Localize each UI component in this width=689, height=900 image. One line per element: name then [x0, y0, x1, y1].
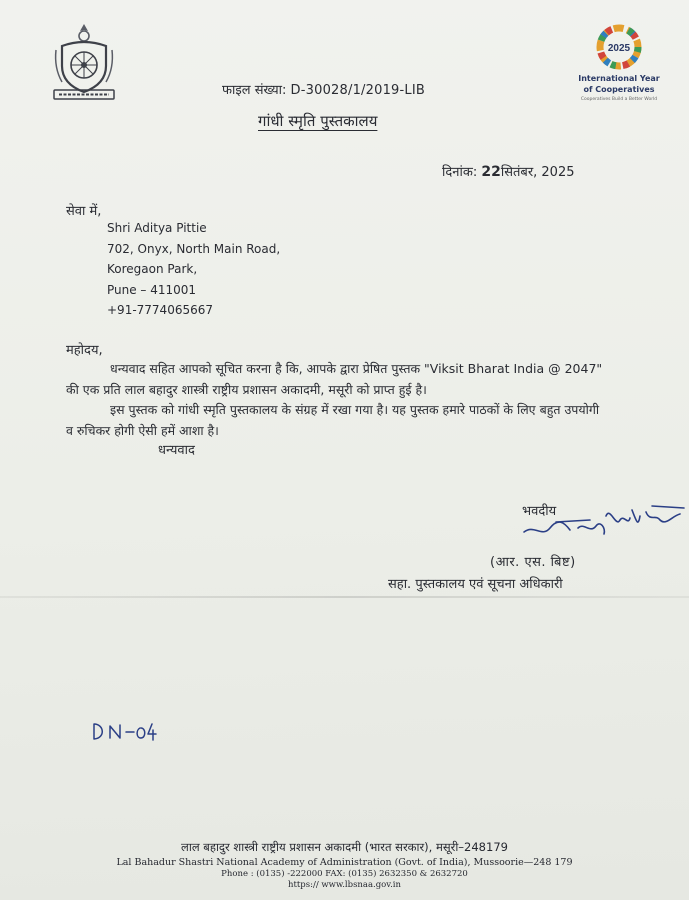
date-month-year: सितंबर, 2025: [500, 165, 575, 180]
footer-english: Lal Bahadur Shastri National Academy of Administration (Govt. of India), Mussoorie—248 179: [116, 857, 573, 868]
letter-heading: गांधी स्मृति पुस्तकालय: [258, 112, 378, 130]
body-paragraph-1: धन्यवाद सहित आपको सूचित करना है कि, आपके द्वारा प्रेषित पुस्तक "Viksit Bharat India @ 2047" की एक प्रति लाल बहादुर शास्त्री राष्ट्रीय प्रशासन अकादमी, मसूरी को प्राप्त हुई है।: [66, 361, 603, 397]
signer-designation: सहा. पुस्तकालय एवं सूचना अधिकारी: [388, 577, 563, 592]
cooperatives-ring-icon: [590, 22, 648, 72]
closing: भवदीय: [522, 504, 557, 519]
recipient-area: Koregaon Park,: [107, 262, 198, 276]
footer-url[interactable]: https:// www.lbsnaa.gov.in: [287, 880, 401, 890]
footer-phone: Phone : (0135) -222000 FAX: (0135) 2632350 & 2632720: [221, 869, 468, 879]
paper-fold: [0, 596, 689, 598]
logo-title-line2: of Cooperatives: [583, 85, 655, 94]
body-paragraph-2: इस पुस्तक को गांधी स्मृति पुस्तकालय के संग्रह में रखा गया है। यह पुस्तक हमारे पाठकों के लिए बहुत उपयोगी व रुचिकर होगी ऐसी हमें आशा है।: [66, 402, 600, 438]
handwritten-note: [90, 720, 160, 742]
signer-name: (आर. एस. बिष्ट): [490, 555, 576, 570]
logo-tagline: Cooperatives Build a Better World: [580, 97, 658, 102]
recipient-city: Pune – 411001: [107, 282, 197, 297]
logo-title-line1: International Year: [578, 74, 660, 83]
cooperatives-logo: [567, 22, 671, 102]
thanks-line: धन्यवाद: [158, 443, 195, 458]
recipient-phone: +91-7774065667: [107, 303, 214, 317]
date-line: [442, 162, 575, 180]
recipient-street: 702, Onyx, North Main Road,: [107, 241, 281, 256]
addressee-prefix: सेवा में,: [66, 204, 102, 219]
salutation: महोदय,: [66, 343, 103, 358]
recipient-address: [107, 218, 280, 321]
date-label: दिनांक:: [442, 165, 478, 180]
recipient-name: Shri Aditya Pittie: [107, 221, 207, 235]
file-number-label: फाइल संख्या:: [222, 83, 287, 98]
footer-hindi: लाल बहादुर शास्त्री राष्ट्रीय प्रशासन अकादमी (भारत सरकार), मसूरी–248179: [181, 840, 508, 854]
file-number-value: D-30028/1/2019-LIB: [290, 83, 426, 98]
file-number-line: [222, 80, 425, 98]
academy-emblem-icon: [50, 22, 118, 102]
handwritten-signature: [520, 498, 689, 548]
date-day: 22: [481, 164, 501, 180]
logo-year: 2025: [607, 43, 631, 54]
